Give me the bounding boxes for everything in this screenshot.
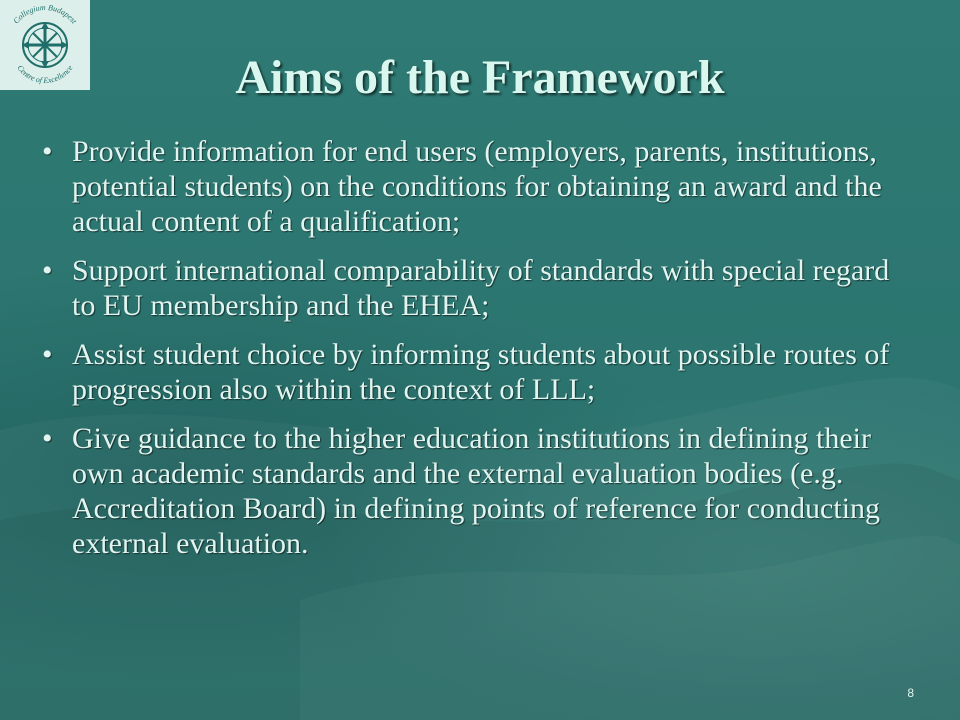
- bullet-marker: •: [42, 338, 53, 371]
- slide-title: Aims of the Framework: [235, 51, 725, 104]
- bullet-marker: •: [42, 135, 53, 168]
- bullet-item: [42, 337, 902, 407]
- bullet-list: [42, 134, 902, 575]
- bullet-text: Provide information for end users (employers, parents, institutions, potential students) on the conditions for obtaining an award and the actual content of a qualification;: [72, 135, 882, 238]
- bullet-text: Support international comparability of standards with special regard to EU membership and the EHEA;: [72, 254, 890, 322]
- svg-text:Centre of Excellence: Centre of Excellence: [15, 63, 75, 86]
- bullet-marker: •: [42, 254, 53, 287]
- bullet-item: [42, 421, 902, 561]
- bullet-item: [42, 134, 902, 239]
- bullet-item: [42, 253, 902, 323]
- svg-text:Collegium Budapest: Collegium Budapest: [11, 2, 79, 26]
- page-number: 8: [907, 686, 914, 700]
- bullet-marker: •: [42, 422, 53, 455]
- bullet-text: Assist student choice by informing students about possible routes of progression also within the context of LLL;: [72, 338, 890, 406]
- bullet-text: Give guidance to the higher education institutions in defining their own academic standards and the external evaluation bodies (e.g. Accreditation Board) in defining points of reference for conducting external evaluation.: [72, 422, 881, 560]
